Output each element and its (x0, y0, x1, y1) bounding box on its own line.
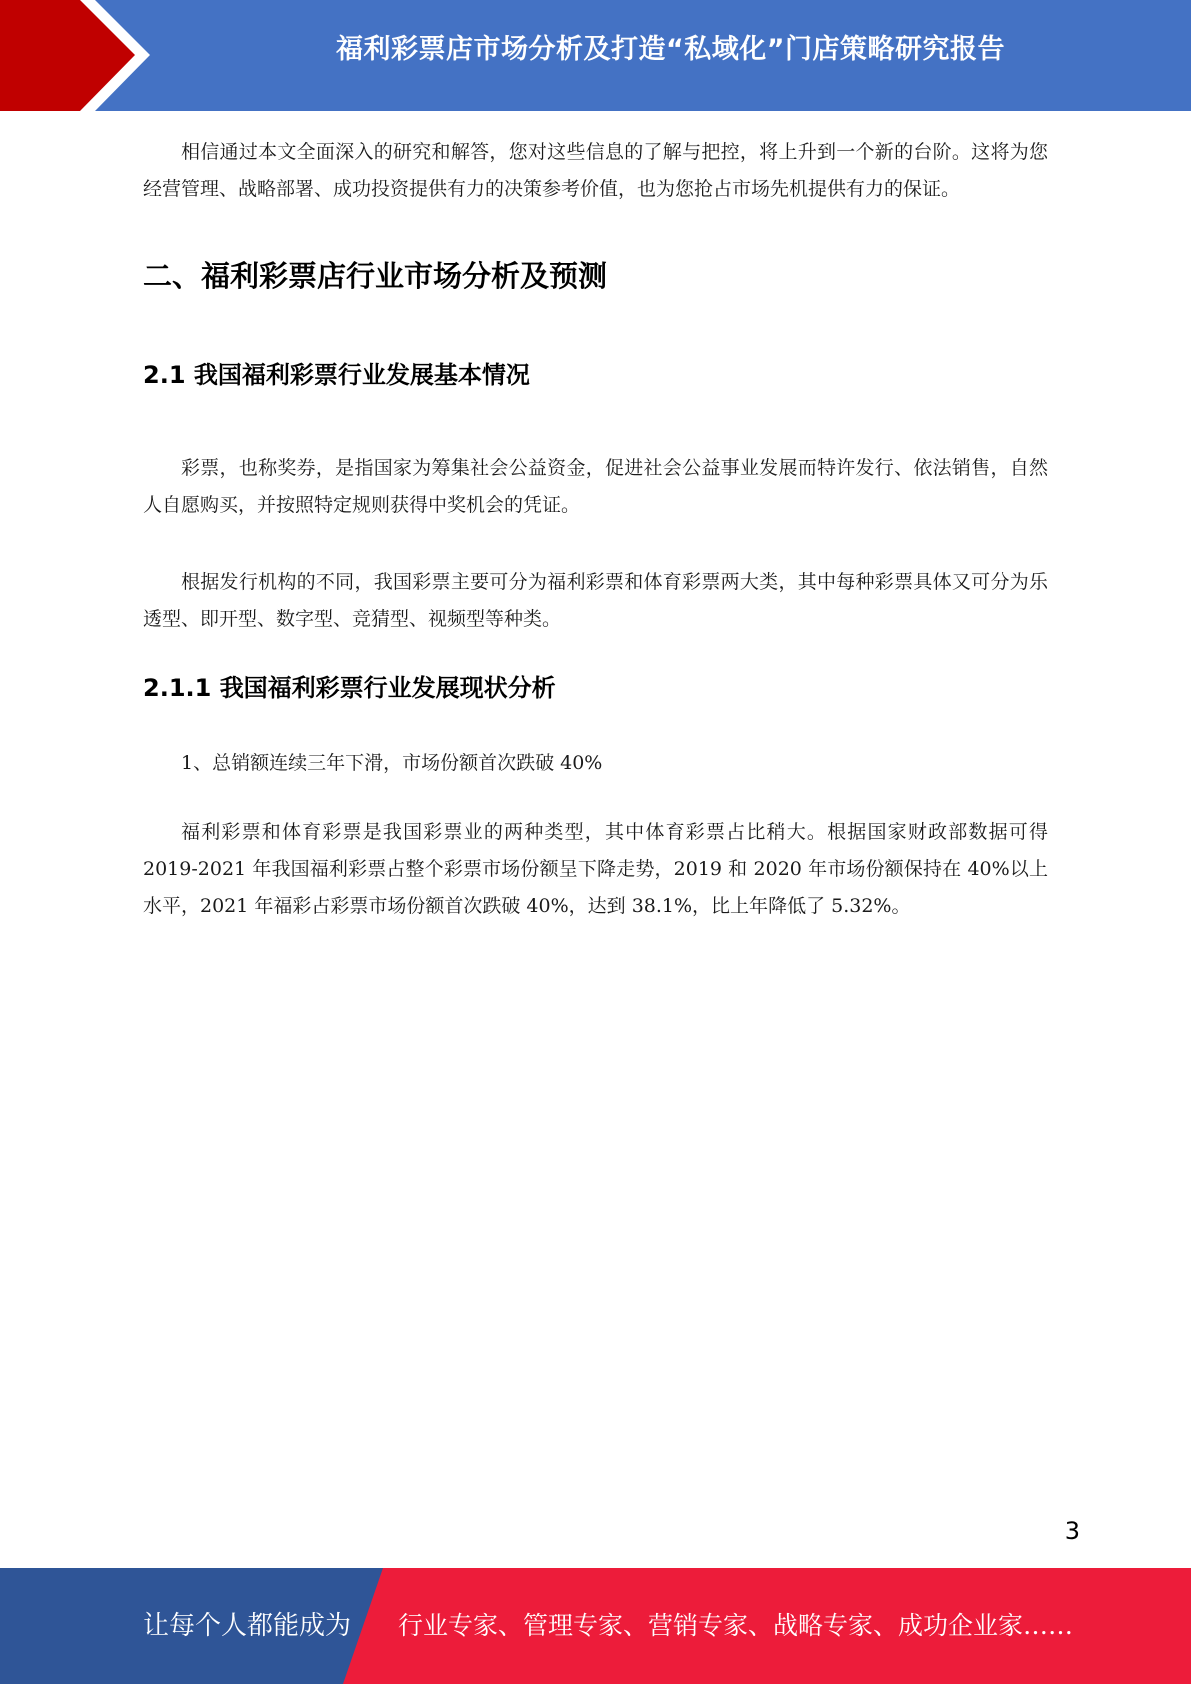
list-item-1: 1、总销额连续三年下滑，市场份额首次跌破 40% (181, 752, 603, 774)
section-heading-2-1: 2.1 我国福利彩票行业发展基本情况 (143, 361, 530, 389)
section-heading-2: 二、福利彩票店行业市场分析及预测 (143, 259, 608, 293)
intro-paragraph: 相信通过本文全面深入的研究和解答，您对这些信息的了解与把控，将上升到一个新的台阶。这将为您经营管理、战略部署、成功投资提供有力的决策参考价值，也为您抢占市场先机提供有力的保证。 (143, 141, 1048, 200)
lottery-definition-paragraph: 彩票，也称奖券，是指国家为筹集社会公益资金，促进社会公益事业发展而特许发行、依法销售，自然人自愿购买，并按照特定规则获得中奖机会的凭证。 (143, 457, 1048, 516)
report-title: 福利彩票店市场分析及打造“私域化”门店策略研究报告 (336, 34, 1005, 65)
section-heading-2-1-1: 2.1.1 我国福利彩票行业发展现状分析 (143, 674, 556, 702)
market-share-paragraph: 福利彩票和体育彩票是我国彩票业的两种类型，其中体育彩票占比稍大。根据国家财政部数据可得 2019-2021 年我国福利彩票占整个彩票市场份额呈下降走势，2019 和 2020 年市场份额保持在 40%以上水平，2021 年福彩占彩票市场份额首次跌破 40%，达到 38.1%，比上年降低了 5.32%。 (143, 821, 1048, 917)
footer-slogan-right: 行业专家、管理专家、营销专家、战略专家、成功企业家…… (398, 1611, 1074, 1640)
page-header (0, 0, 1191, 111)
lottery-types-paragraph: 根据发行机构的不同，我国彩票主要可分为福利彩票和体育彩票两大类，其中每种彩票具体又可分为乐透型、即开型、数字型、竞猜型、视频型等种类。 (143, 571, 1048, 630)
page-content (143, 134, 1048, 925)
footer-slogan-left: 让每个人都能成为 (143, 1611, 352, 1641)
page-number: 3 (1064, 1517, 1080, 1545)
page-footer (0, 1568, 1191, 1684)
